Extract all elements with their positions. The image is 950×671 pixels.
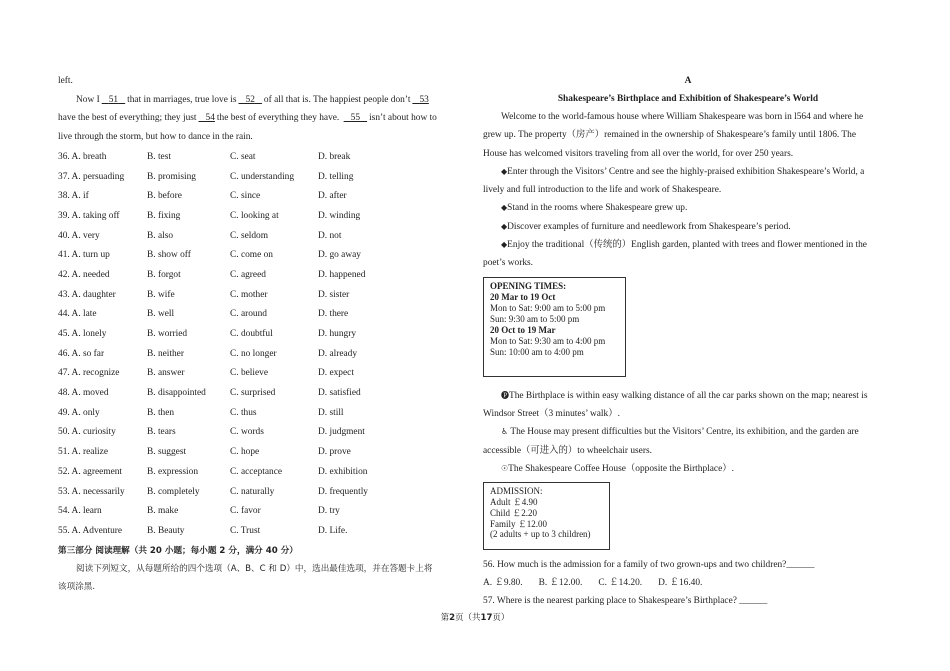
hours-line: Mon to Sat: 9:00 am to 5:00 pm bbox=[490, 302, 606, 313]
option-a: 49. A. only bbox=[58, 407, 100, 418]
option-b: B. then bbox=[147, 407, 175, 418]
option-c: C. hope bbox=[230, 447, 260, 458]
option-b: B. test bbox=[147, 151, 171, 162]
option-d: D. still bbox=[318, 407, 344, 418]
question-56: 56. How much is the admission for a family of two grown-ups and two children?______ bbox=[483, 560, 815, 571]
option-a: 53. A. necessarily bbox=[58, 486, 125, 497]
passage-title: Shakespeare’s Birthplace and Exhibition of Shakespeare’s World bbox=[557, 94, 819, 104]
option-d: D. ￡16.40. bbox=[658, 578, 703, 589]
option-c: C. no longer bbox=[230, 348, 277, 359]
parking-note: 🅟The Birthplace is within easy walking distance of all the car parks shown on the map; nearest is bbox=[501, 390, 868, 401]
option-b: B. tears bbox=[147, 427, 176, 438]
bullet-item: ◆Enter through the Visitors’ Centre and see the highly-praised exhibition Shakespeare’s World, a bbox=[501, 166, 865, 177]
option-d: D. satisfied bbox=[318, 388, 361, 399]
period-heading: 20 Oct to 19 Mar bbox=[490, 324, 556, 335]
hours-line: Sun: 10:00 am to 4:00 pm bbox=[490, 346, 584, 357]
question-row bbox=[58, 305, 468, 325]
option-c: C. come on bbox=[230, 250, 273, 261]
admission-heading: ADMISSION: bbox=[490, 486, 543, 497]
admission-adult: Adult ￡4.90 bbox=[490, 496, 538, 507]
admission-note: (2 adults + up to 3 children) bbox=[490, 529, 591, 540]
question-list bbox=[58, 147, 468, 541]
cloze-paragraph-line1: Now I 51 that in marriages, true love is 52 of all that is. The happiest people don’t 53 bbox=[58, 91, 468, 110]
question-row bbox=[58, 206, 468, 226]
left-column bbox=[58, 72, 468, 597]
option-b: B. Beauty bbox=[147, 525, 185, 536]
wheelchair-note: ♿ The House may present difficulties but the Visitors’ Centre, its exhibition, and the garden are bbox=[501, 427, 859, 438]
option-c: C. understanding bbox=[230, 171, 295, 182]
diamond-bullet-icon: ◆ bbox=[501, 240, 508, 250]
diamond-bullet-icon: ◆ bbox=[501, 203, 508, 213]
bullet-item: ◆Enjoy the traditional（传统的）English garden, planted with trees and flower mentioned in the bbox=[501, 240, 867, 251]
option-c: C. since bbox=[230, 191, 261, 202]
question-row bbox=[58, 482, 468, 502]
question-row bbox=[58, 403, 468, 423]
coffee-cup-icon: ☉ bbox=[501, 463, 509, 473]
option-a: 40. A. very bbox=[58, 230, 100, 241]
diamond-bullet-icon: ◆ bbox=[501, 166, 508, 176]
page-footer: 第2页（共17页） bbox=[440, 613, 510, 623]
option-d: D. winding bbox=[318, 210, 361, 221]
bullet-item: ◆Discover examples of furniture and needlework from Shakespeare’s period. bbox=[501, 221, 791, 232]
intro-line: Welcome to the world-famous house where William Shakespeare was born in l564 and where he bbox=[501, 112, 864, 122]
option-d: D. already bbox=[318, 348, 358, 359]
question-row bbox=[58, 462, 468, 482]
intro-line: grew up. The property（房产）remained in the ownership of Shakespeare’s family until 1806. The bbox=[483, 130, 857, 141]
option-d: D. there bbox=[318, 309, 349, 320]
option-a: 38. A. if bbox=[58, 191, 89, 202]
option-a: 45. A. lonely bbox=[58, 329, 107, 340]
question-row bbox=[58, 167, 468, 187]
option-c: C. thus bbox=[230, 407, 257, 418]
bullet-item-cont: lively and full introduction to the life and work of Shakespeare. bbox=[483, 185, 722, 196]
option-b: B. show off bbox=[147, 250, 191, 261]
option-a: 41. A. turn up bbox=[58, 250, 110, 261]
cloze-paragraph-line3: live through the storm, but how to dance in the rain. bbox=[58, 131, 253, 142]
option-c: C. around bbox=[230, 309, 267, 320]
option-d: D. break bbox=[318, 151, 351, 162]
page-number: 2 bbox=[449, 613, 456, 623]
wheelchair-icon: ♿ bbox=[501, 427, 509, 437]
blank-54: 54 bbox=[205, 113, 215, 123]
opening-times-heading: OPENING TIMES: bbox=[490, 280, 567, 291]
option-a: 36. A. breath bbox=[58, 151, 107, 162]
option-a: 50. A. curiosity bbox=[58, 427, 116, 438]
option-c: C. Trust bbox=[230, 525, 261, 536]
admission-child: Child ￡2.20 bbox=[490, 507, 538, 518]
wheelchair-note-cont: accessible（可进入的）to wheelchair users. bbox=[483, 445, 652, 456]
question-row bbox=[58, 344, 468, 364]
option-d: D. frequently bbox=[318, 486, 368, 497]
question-56-options bbox=[483, 574, 893, 592]
question-row bbox=[58, 226, 468, 246]
blank-55: 55 bbox=[350, 113, 361, 123]
option-c: C. mother bbox=[230, 289, 268, 300]
page-total: 17 bbox=[480, 613, 493, 623]
option-a: A. ￡9.80. bbox=[483, 578, 523, 589]
hours-line: Mon to Sat: 9:30 am to 4:00 pm bbox=[490, 335, 606, 346]
hours-line: Sun: 9:30 am to 5:00 pm bbox=[490, 313, 580, 324]
blank-52: 52 bbox=[245, 94, 255, 105]
question-row bbox=[58, 501, 468, 521]
section3-instruction-cont: 该项涂黑. bbox=[58, 582, 96, 593]
option-b: B. also bbox=[147, 230, 174, 241]
option-d: D. sister bbox=[318, 289, 350, 300]
option-d: D. judgment bbox=[318, 427, 365, 438]
option-b: B. make bbox=[147, 506, 179, 517]
question-row bbox=[58, 285, 468, 305]
option-a: 54. A. learn bbox=[58, 506, 102, 517]
option-a: 51. A. realize bbox=[58, 447, 108, 458]
question-row bbox=[58, 324, 468, 344]
option-a: 37. A. persuading bbox=[58, 171, 125, 182]
option-a: 46. A. so far bbox=[58, 348, 105, 359]
option-b: B. well bbox=[147, 309, 175, 320]
option-b: B. forgot bbox=[147, 269, 181, 280]
text-line: left. bbox=[58, 76, 73, 86]
parking-note-cont: Windsor Street（3 minutes’ walk）. bbox=[483, 408, 620, 419]
option-b: B. ￡12.00. bbox=[538, 578, 583, 589]
option-c: C. doubtful bbox=[230, 329, 273, 340]
option-d: D. try bbox=[318, 506, 340, 517]
option-b: B. answer bbox=[147, 368, 185, 379]
option-c: C. believe bbox=[230, 368, 269, 379]
option-c: C. seldom bbox=[230, 230, 269, 241]
admission-family: Family ￡12.00 bbox=[490, 518, 548, 529]
option-b: B. promising bbox=[147, 171, 196, 182]
option-b: B. wife bbox=[147, 289, 175, 300]
option-d: D. not bbox=[318, 230, 342, 241]
diamond-bullet-icon: ◆ bbox=[501, 221, 508, 231]
intro-line: House has welcomed visitors traveling from all over the world, for over 250 years. bbox=[483, 148, 794, 159]
option-c: C. seat bbox=[230, 151, 256, 162]
question-57: 57. Where is the nearest parking place to Shakespeare’s Birthplace? ______ bbox=[483, 596, 768, 607]
option-d: D. Life. bbox=[318, 525, 348, 536]
question-row bbox=[58, 245, 468, 265]
passage-letter: A bbox=[684, 76, 692, 86]
question-row bbox=[58, 442, 468, 462]
option-c: C. surprised bbox=[230, 388, 276, 399]
option-d: D. happened bbox=[318, 269, 366, 280]
option-c: C. ￡14.20. bbox=[598, 578, 643, 589]
question-row bbox=[58, 364, 468, 384]
option-c: C. favor bbox=[230, 506, 261, 517]
option-d: D. telling bbox=[318, 171, 354, 182]
option-a: 55. A. Adventure bbox=[58, 525, 123, 536]
option-b: B. completely bbox=[147, 486, 200, 497]
option-c: C. words bbox=[230, 427, 264, 438]
option-b: B. before bbox=[147, 191, 182, 202]
option-a: 43. A. daughter bbox=[58, 289, 116, 300]
option-a: 52. A. agreement bbox=[58, 466, 123, 477]
option-c: C. naturally bbox=[230, 486, 275, 497]
question-row bbox=[58, 521, 468, 541]
question-row bbox=[58, 147, 468, 167]
right-column bbox=[483, 72, 893, 611]
option-d: D. expect bbox=[318, 368, 354, 379]
option-d: D. exhibition bbox=[318, 466, 368, 477]
period-heading: 20 Mar to 19 Oct bbox=[490, 291, 556, 302]
question-row bbox=[58, 383, 468, 403]
option-a: 47. A. recognize bbox=[58, 368, 120, 379]
option-b: B. expression bbox=[147, 466, 199, 477]
option-c: C. looking at bbox=[230, 210, 279, 221]
blank-53: 53 bbox=[419, 94, 429, 105]
option-b: B. disappointed bbox=[147, 388, 206, 399]
cloze-paragraph-line2: have the best of everything; they just 54 the best of everything they have. 55 isn’t about how to bbox=[58, 109, 468, 128]
option-a: 48. A. moved bbox=[58, 388, 109, 399]
option-d: D. go away bbox=[318, 250, 361, 261]
option-d: D. prove bbox=[318, 447, 351, 458]
option-b: B. neither bbox=[147, 348, 184, 359]
opening-times-box bbox=[483, 277, 626, 377]
option-b: B. fixing bbox=[147, 210, 181, 221]
question-row bbox=[58, 265, 468, 285]
section3-title: 第三部分 阅读理解（共 20 小题；每小题 2 分，满分 40 分） bbox=[58, 545, 298, 556]
question-row bbox=[58, 186, 468, 206]
option-c: C. agreed bbox=[230, 269, 266, 280]
parking-icon: 🅟 bbox=[501, 390, 509, 400]
option-b: B. suggest bbox=[147, 447, 187, 458]
option-d: D. hungry bbox=[318, 329, 357, 340]
option-a: 39. A. taking off bbox=[58, 210, 120, 221]
coffee-note: ☉The Shakespeare Coffee House（opposite the Birthplace）. bbox=[501, 463, 734, 474]
blank-51: 51 bbox=[108, 94, 119, 105]
option-a: 44. A. late bbox=[58, 309, 97, 320]
bullet-item-cont: poet’s works. bbox=[483, 258, 533, 269]
option-b: B. worried bbox=[147, 329, 188, 340]
admission-box bbox=[483, 482, 610, 550]
option-c: C. acceptance bbox=[230, 466, 283, 477]
option-d: D. after bbox=[318, 191, 347, 202]
question-row bbox=[58, 423, 468, 443]
option-a: 42. A. needed bbox=[58, 269, 110, 280]
section3-instruction: 阅读下列短文，从每题所给的四个选项（A、B、C 和 D）中，选出最佳选项，并在答题卡上将 bbox=[76, 563, 433, 574]
bullet-item: ◆Stand in the rooms where Shakespeare grew up. bbox=[501, 203, 688, 214]
